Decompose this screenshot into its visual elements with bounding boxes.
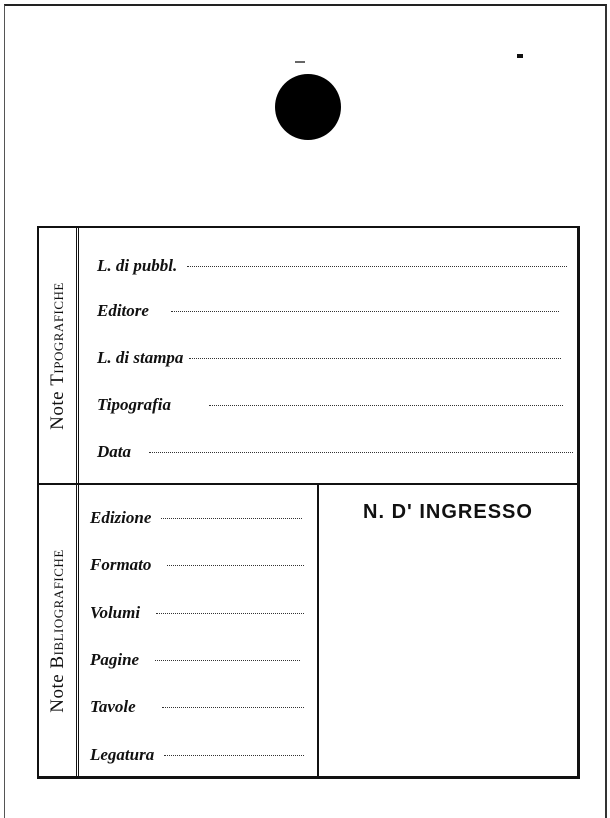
horizontal-divider — [39, 483, 577, 485]
ink-speck — [517, 54, 523, 58]
field-row-tavole — [90, 697, 304, 717]
field-label: L. di stampa — [97, 348, 184, 367]
fill-line[interactable] — [209, 405, 563, 406]
notes-panel — [37, 226, 580, 779]
section-title-word: Note — [46, 390, 68, 430]
side-label-tipografiche — [39, 228, 79, 483]
field-label: Formato — [90, 555, 152, 574]
fill-line[interactable] — [162, 707, 304, 708]
fill-line[interactable] — [167, 565, 304, 566]
fill-line[interactable] — [156, 613, 304, 614]
field-label: Volumi — [90, 603, 141, 622]
field-label: Data — [97, 442, 131, 461]
field-row-volumi — [90, 603, 304, 623]
fill-line[interactable] — [171, 311, 559, 312]
fill-line[interactable] — [149, 452, 573, 453]
field-row-pagine — [90, 650, 300, 670]
section-title-rest: Tipografiche — [46, 281, 68, 386]
fill-line[interactable] — [155, 660, 300, 661]
field-row-formato — [90, 555, 304, 575]
field-label: Pagine — [90, 650, 140, 669]
field-label: Editore — [97, 301, 149, 320]
ink-speck — [295, 61, 305, 63]
field-label: Legatura — [90, 745, 155, 764]
field-label: Tipografia — [97, 395, 171, 414]
fill-line[interactable] — [161, 518, 302, 519]
vertical-divider — [317, 485, 319, 776]
field-row-data — [97, 442, 573, 462]
field-label: L. di pubbl. — [97, 256, 178, 275]
field-row-luogo-pubblicazione — [97, 256, 567, 276]
fill-line[interactable] — [187, 266, 567, 267]
side-label-bibliografiche — [39, 485, 79, 776]
section-title-rest: Bibliografiche — [46, 548, 68, 669]
field-row-edizione — [90, 508, 302, 528]
field-row-legatura — [90, 745, 304, 765]
ingresso-number-label: N. D' INGRESSO — [363, 501, 533, 523]
field-label: Edizione — [90, 508, 152, 527]
field-label: Tavole — [90, 697, 136, 716]
field-row-luogo-stampa — [97, 348, 561, 368]
field-row-editore — [97, 301, 559, 321]
section-title-word: Note — [46, 673, 68, 713]
fill-line[interactable] — [189, 358, 561, 359]
field-row-tipografia — [97, 395, 563, 415]
punch-hole — [275, 74, 341, 140]
fill-line[interactable] — [164, 755, 304, 756]
